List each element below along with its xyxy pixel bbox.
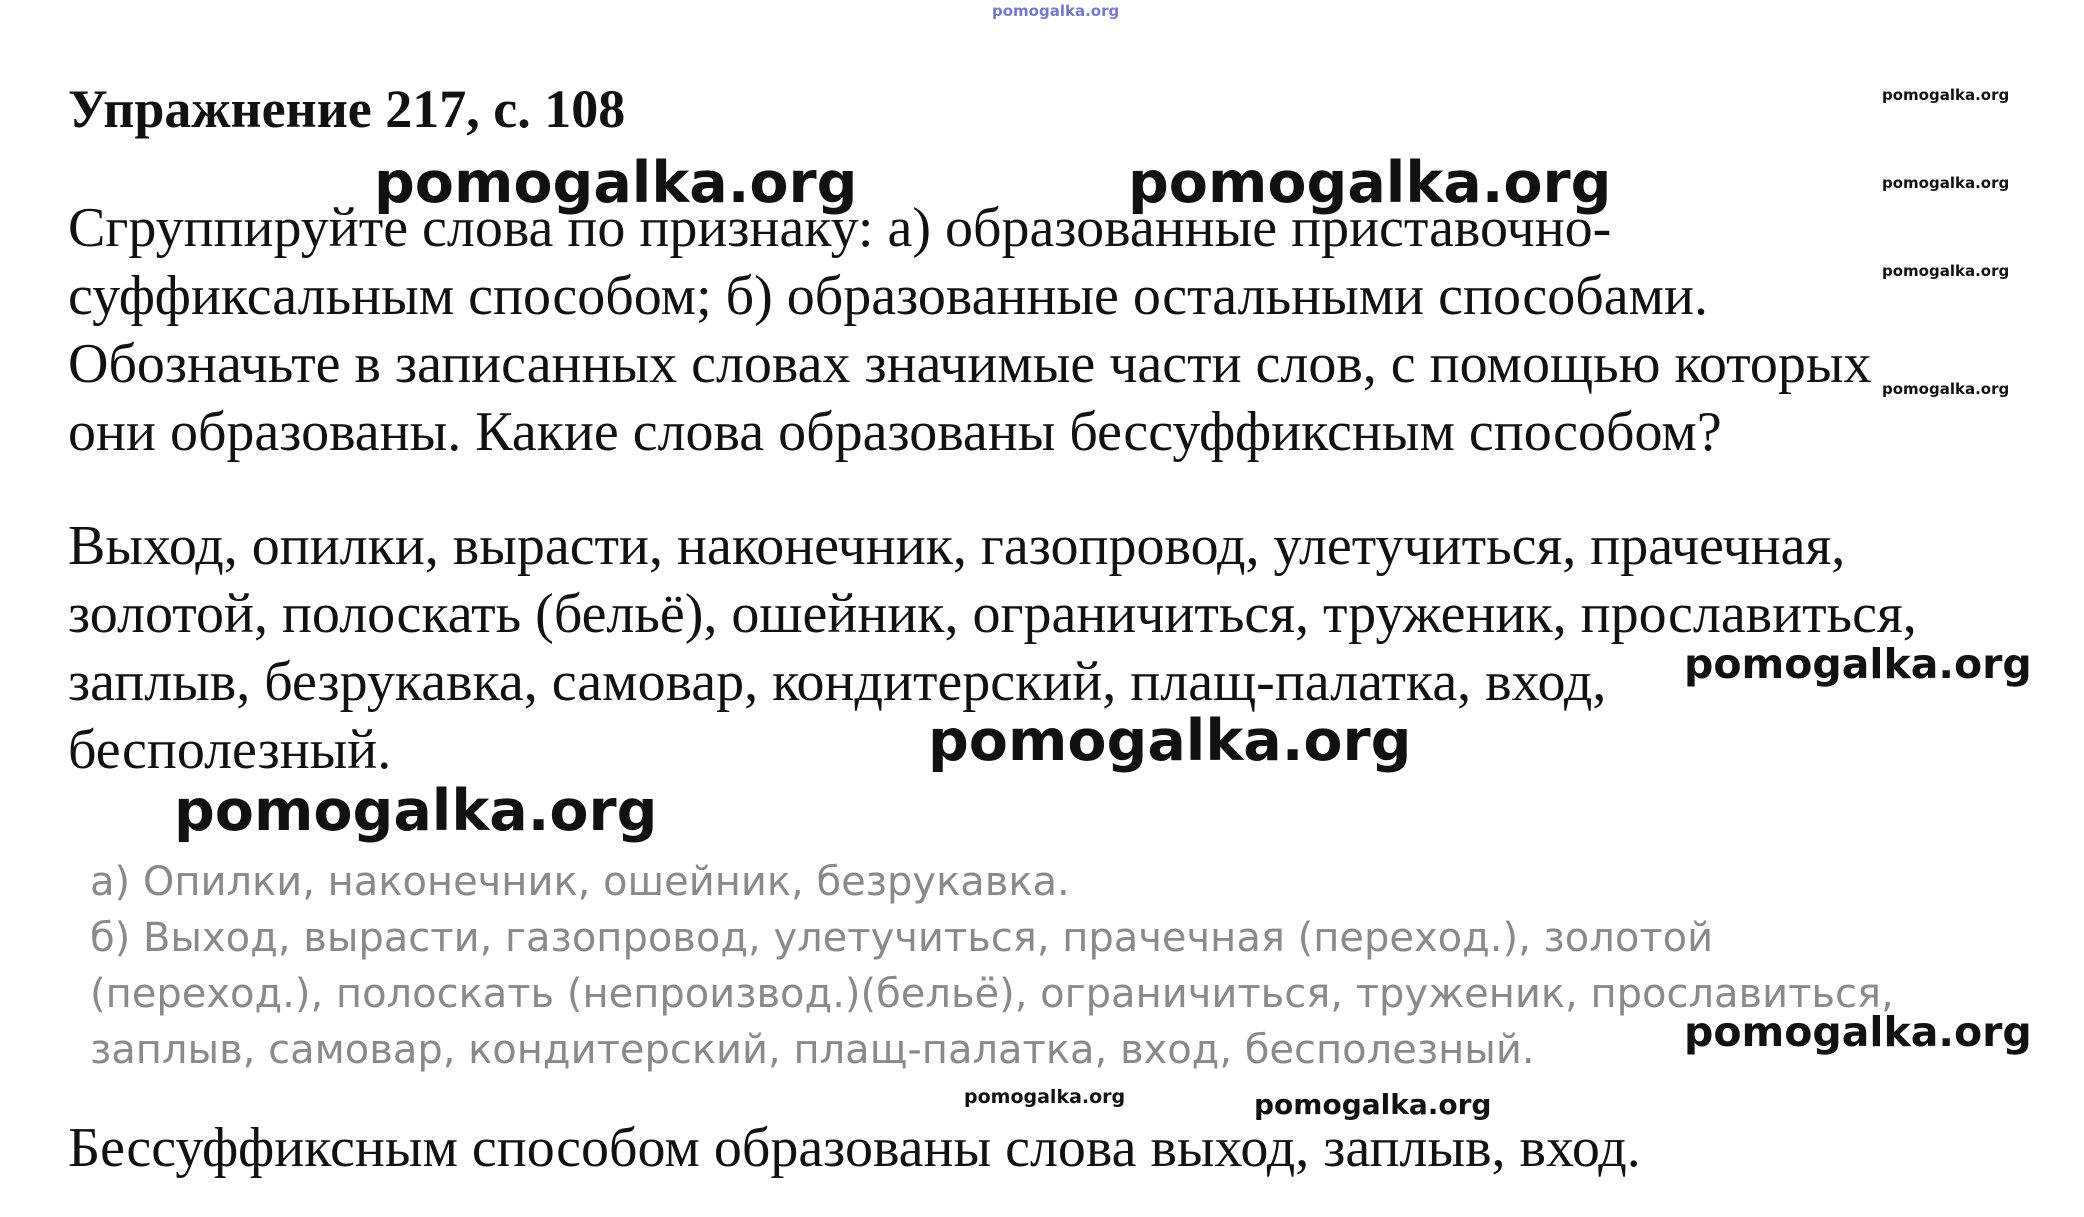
words-line-1: Выход, опилки, вырасти, наконечник, газопровод, улетучиться, прачечная, [68,515,1846,577]
watermark-small: pomogalka.org [1882,174,2010,192]
watermark-large: pomogalka.org [374,150,858,216]
watermark-top: pomogalka.org [992,2,1120,20]
task-line-4: они образованы. Какие слова образованы бессуффиксным способом? [68,401,1722,463]
task-line-1: Сгруппируйте слова по признаку: а) образованные приставочно- [68,197,1612,259]
answer-line-b2: (переход.), полоскать (непроизвод.)(бельё), ограничиться, труженик, прославиться, [90,971,1894,1017]
words-line-4: бесполезный. [68,719,392,781]
watermark-large: pomogalka.org [174,778,658,844]
watermark-large: pomogalka.org [1128,150,1612,216]
conclusion-line: Бессуффиксным способом образованы слова выход, заплыв, вход. [68,1117,1641,1179]
watermark-medium: pomogalka.org [1684,1008,2032,1056]
answer-line-b3: заплыв, самовар, кондитерский, плащ-палатка, вход, бесполезный. [90,1027,1535,1073]
task-line-3: Обозначьте в записанных словах значимые части слов, с помощью которых [68,333,1872,395]
watermark-medium: pomogalka.org [1684,640,2032,688]
watermark-small: pomogalka.org [1882,380,2010,398]
exercise-title: Упражнение 217, с. 108 [68,79,626,139]
watermark-medium: pomogalka.org [1254,1088,1492,1121]
words-line-3: заплыв, безрукавка, самовар, кондитерский, плащ-палатка, вход, [68,651,1607,713]
watermark-large: pomogalka.org [928,708,1412,774]
words-line-2: золотой, полоскать (бельё), ошейник, ограничиться, труженик, прославиться, [68,583,1917,645]
task-line-2: суффиксальным способом; б) образованные остальными способами. [68,265,1708,327]
answer-line-b1: б) Выход, вырасти, газопровод, улетучиться, прачечная (переход.), золотой [90,915,1714,961]
watermark-small: pomogalka.org [964,1086,1126,1108]
watermark-small: pomogalka.org [1882,262,2010,280]
answer-line-a: а) Опилки, наконечник, ошейник, безрукавка. [90,859,1070,905]
watermark-small: pomogalka.org [1882,86,2010,104]
